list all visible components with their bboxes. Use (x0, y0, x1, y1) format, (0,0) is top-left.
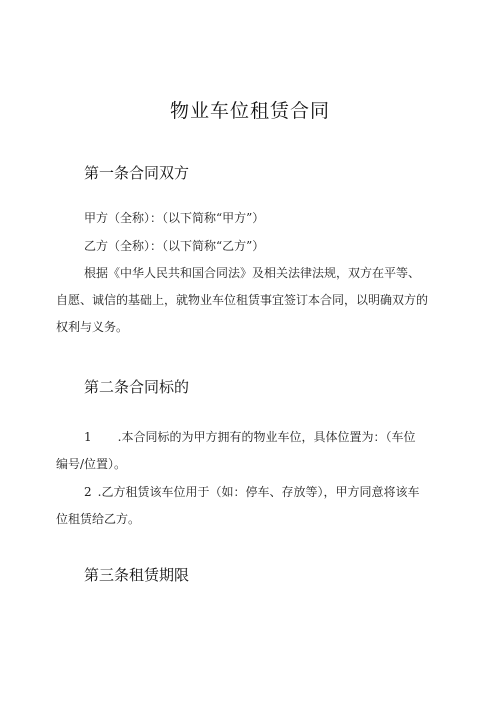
section-heading-2: 第二条合同标的 (84, 378, 190, 396)
section-heading-3: 第三条租赁期限 (84, 566, 190, 584)
clause-item-2 (84, 480, 419, 504)
preamble-line-2: 自愿、诚信的基础上，就物业车位租赁事宜签订本合同，以明确双方的 (56, 293, 429, 307)
clause-number-1: 1 (84, 430, 92, 444)
party-a-line: 甲方（全称）：（以下简称“甲方”） (84, 211, 265, 225)
clause-number-2: 2 (84, 485, 92, 499)
preamble-line-3: 权利与义务。 (56, 320, 129, 334)
clause-text-2: .乙方租赁该车位用于（如：停车、存放等），甲方同意将该车 (97, 485, 420, 499)
section-heading-1: 第一条合同双方 (84, 164, 190, 182)
clause-text-1: .本合同标的为甲方拥有的物业车位，具体位置为：（车位 (117, 430, 416, 444)
clause-item-2-continued: 位租赁给乙方。 (56, 512, 141, 526)
preamble-line-1: 根据《中华人民共和国合同法》及相关法律法规，双方在平等、 (84, 266, 421, 280)
document-title: 物业车位租赁合同 (169, 100, 330, 122)
clause-item-1-continued: 编号/位置）。 (56, 457, 127, 471)
party-b-line: 乙方（全称）：（以下简称“乙方”） (84, 239, 265, 253)
clause-item-1 (84, 425, 415, 449)
